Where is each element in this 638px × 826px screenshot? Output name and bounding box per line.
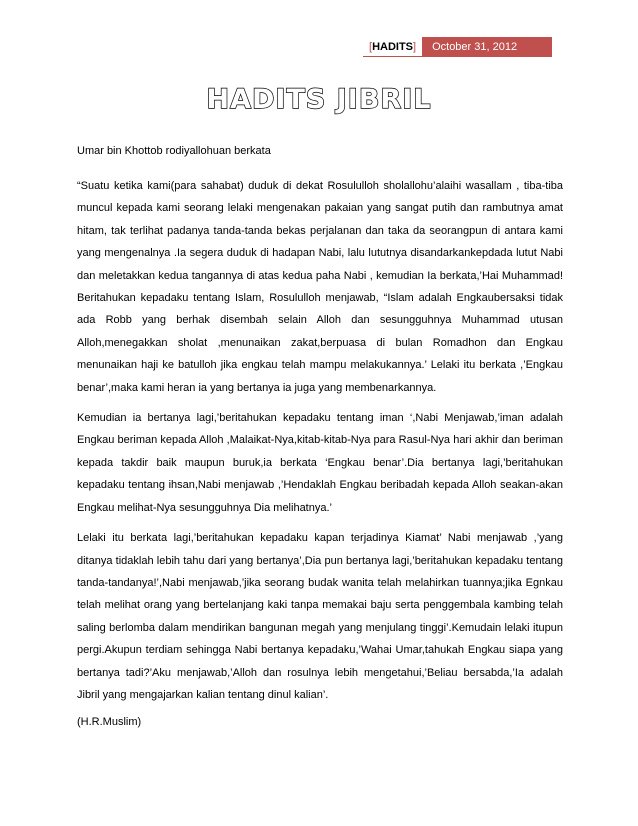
header-section-name: HADITS	[372, 41, 414, 53]
header-bracket-open: [	[369, 41, 373, 53]
page-title: HADITS JIBRIL	[206, 84, 432, 115]
header-bracket-close: ]	[413, 41, 417, 53]
source-citation: (H.R.Muslim)	[77, 716, 142, 729]
paragraph-2: Kemudian ia bertanya lagi,’beritahukan kepadaku tentang iman ‘,Nabi Menjawab,’iman adalah Engkau beriman kepada Alloh ,Malaikat-Nya,kitab-kitab-Nya para Rasul-Nya hari akhir dan beriman kepada takdir baik maupun buruk,ia berkata ‘Engkau benar’.Dia bertanya lagi,’beritahukan kepadaku tentang ihsan,Nabi menjawab ,’Hendaklah Engkau beribadah kepada Alloh seakan-akan Engkau melihat-Nya sesungguhnya Dia melihatnya.’	[77, 412, 563, 514]
page-header	[363, 37, 552, 57]
document-body	[77, 143, 563, 730]
header-date: October 31, 2012	[422, 37, 552, 57]
intro-line: Umar bin Khottob rodiyallohuan berkata	[77, 145, 271, 157]
paragraph-1: “Suatu ketika kami(para sahabat) duduk di dekat Rosululloh sholallohu’alaihi wasallam , tiba-tiba muncul kepada kami seorang lelaki mengenakan pakaian yang sangat putih dan rambutnya amat hitam, tak terlihat padanya tanda-tanda bekas perjalanan dan taka da seorangpun di antara kami yang mengenalnya .Ia segera duduk di hadapan Nabi, lalu lututnya disandarkankepdada lutut Nabi dan meletakkan kedua tangannya di atas kedua paha Nabi , kemudian Ia berkata,’Hai Muhammad! Beritahukan kepadaku tentang Islam, Rosululloh menjawab, “Islam adalah Engkaubersaksi tidak ada Robb yang berhak disembah selain Alloh dan sesungguhnya Muhammad utusan Alloh,menegakkan sholat ,menunaikan zakat,berpuasa di bulan Romadhon dan Engkau menunaikan haji ke batulloh jika engkau telah mampu melakukannya.’ Lelaki itu berkata ,’Engkau benar’,maka kami heran ia yang bertanya ia juga yang membenarkannya.	[77, 180, 563, 394]
paragraph-3: Lelaki itu berkata lagi,’beritahukan kepadaku kapan terjadinya Kiamat’ Nabi menjawab ,’yang ditanya tidaklah lebih tahu dari yang bertanya’,Dia pun bertanya lagi,’beritahukan kepadaku tentang tanda-tandanya!’,Nabi menjawab,’jika seorang budak wanita telah melahirkan tuannya;jika Egnkau telah melihat orang yang bertelanjang kaki tanpa memakai baju serta penggembala kambing telah saling berlomba dalam mendirikan bangunan megah yang menjulang tinggi’.Kemudain lelaki itupun pergi.Akupun terdiam sehingga Nabi bertanya kepadaku,’Wahai Umar,tahukah Engkau siapa yang bertanya tadi?’Aku menjawab,’Alloh dan rosulnya lebih mengetahui,’Beliau bersabda,’Ia adalah Jibril yang mengajarkan kalian tentang dinul kalian’.	[77, 532, 563, 701]
header-section-label	[363, 37, 422, 57]
